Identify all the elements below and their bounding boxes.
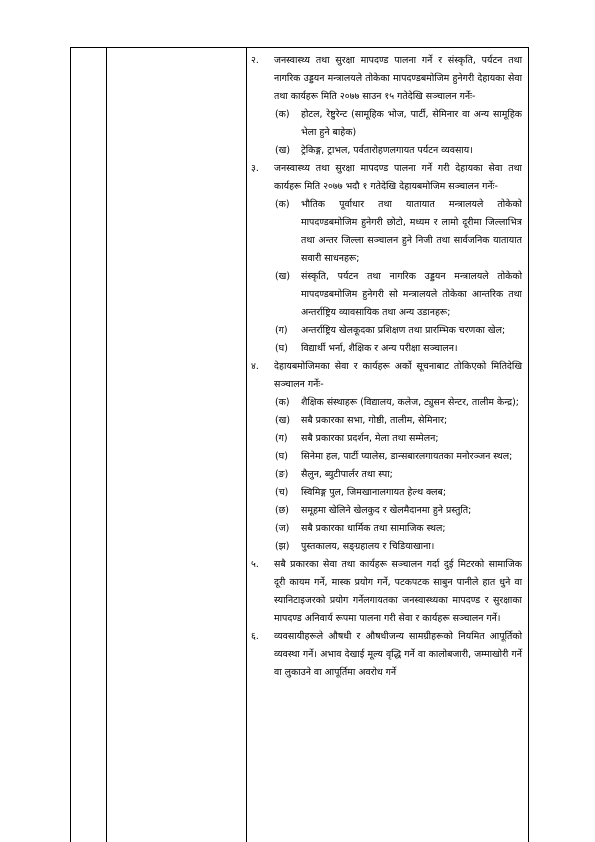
sub-item-text: सिनेमा हल, पार्टी प्यालेस, डान्सबारलगायतका मनोरञ्जन स्थल; (301, 451, 513, 462)
sub-item (251, 142, 522, 160)
item-text: सबै प्रकारका सेवा तथा कार्यहरू सञ्चालन गर्दा दुई मिटरको सामाजिक दूरी कायम गर्ने, मास्क प्रयोग गर्ने, पटकपटक साबुन पानीले हात धुने वा स्यानिटाइजरको प्रयोग गर्नेलगायतका जनस्वास्थ्यका मापदण्ड र सुरक्षाका मापदण्ड अनिवार्य रूपमा पालना गरी सेवा र कार्यहरू सञ्चालन गर्ने। (274, 559, 522, 624)
sub-item-text: ट्रेकिङ्ग, ट्राभल, पर्वतारोहणलगायत पर्यटन व्यवसाय। (301, 145, 473, 156)
sub-item-label: (घ) (275, 451, 288, 462)
sub-item-text: सैलुन, ब्युटीपार्लर तथा स्पा; (301, 469, 393, 480)
table-border-right (528, 47, 529, 842)
sub-item-label: (ग) (275, 325, 288, 336)
table-column-divider-2 (246, 47, 247, 842)
sub-item-label: (क) (275, 109, 290, 120)
sub-item-label: (च) (275, 487, 289, 498)
sub-item (251, 268, 522, 322)
sub-item (251, 502, 522, 520)
sub-item (251, 538, 522, 556)
table-column-divider-1 (106, 47, 107, 842)
list-item (251, 358, 522, 394)
sub-item-text: होटल, रेष्टुरेन्ट (सामूहिक भोज, पार्टी, सेमिनार वा अन्य सामूहिक भेला हुने बाहेक) (301, 109, 522, 138)
sub-item-text: सबै प्रकारका सभा, गोष्ठी, तालीम, सेमिनार; (301, 415, 448, 426)
sub-item (251, 430, 522, 448)
item-number: २. (251, 55, 259, 66)
sub-item (251, 466, 522, 484)
table-border-top (70, 47, 529, 48)
sub-item (251, 484, 522, 502)
sub-item-label: (ग) (275, 433, 288, 444)
list-item (251, 52, 522, 106)
document-table (70, 47, 529, 842)
item-text: देहायबमोजिमका सेवा र कार्यहरू अर्को सूचनाबाट तोकिएको मितिदेखि सञ्चालन गर्नेः- (274, 361, 522, 390)
sub-item-text: संस्कृति, पर्यटन तथा नागरिक उड्डयन मन्त्रालयले तोकेको मापदण्डबमोजिम हुनेगरी सो मन्त्रालयले तोकेका आन्तरिक तथा अन्तर्राष्ट्रिय व्यावसायिक तथा अन्य उडानहरू; (301, 271, 522, 318)
sub-item-label: (छ) (275, 505, 289, 516)
sub-item-text: विद्यार्थी भर्ना, शैक्षिक र अन्य परीक्षा सञ्चालन। (301, 343, 458, 354)
list-item (251, 628, 522, 682)
sub-item-text: अन्तर्राष्ट्रिय खेलकूदका प्रशिक्षण तथा प्रारम्भिक चरणका खेल; (301, 325, 506, 336)
sub-item-label: (क) (275, 199, 290, 210)
sub-item-text: स्विमिङ्ग पुल, जिमखानालगायत हेल्थ क्लब; (301, 487, 447, 498)
table-border-left (70, 47, 71, 842)
sub-item-label: (ज) (275, 523, 290, 534)
sub-item (251, 322, 522, 340)
sub-item-label: (ख) (275, 271, 290, 282)
sub-item (251, 412, 522, 430)
sub-item (251, 196, 522, 268)
sub-item-text: सबै प्रकारका धार्मिक तथा सामाजिक स्थल; (301, 523, 446, 534)
sub-item (251, 106, 522, 142)
sub-item (251, 394, 522, 412)
list-item (251, 556, 522, 628)
sub-item-label: (झ) (275, 541, 290, 552)
item-number: ६. (251, 631, 259, 642)
item-text: व्यवसायीहरूले औषधी र औषधीजन्य सामग्रीहरूको नियमित आपूर्तिको व्यवस्था गर्ने। अभाव देखाई मूल्य वृद्धि गर्ने वा कालोबजारी, जम्माखोरी गर्ने वा लुकाउने वा आपूर्तिमा अवरोध गर्ने (274, 631, 522, 678)
item-text: जनस्वास्थ्य तथा सुरक्षा मापदण्ड पालना गर्ने र संस्कृति, पर्यटन तथा नागरिक उड्डयन मन्त्रालयले तोकेका मापदण्डबमोजिम हुनेगरी देहायका सेवा तथा कार्यहरू मिति २०७७ साउन १५ गतेदेखि सञ्चालन गर्नेः- (274, 55, 522, 102)
list-item (251, 160, 522, 196)
sub-item (251, 340, 522, 358)
table-cell-content (251, 52, 522, 682)
sub-item-label: (घ) (275, 343, 288, 354)
sub-item-text: शैक्षिक संस्थाहरू (विद्यालय, कलेज, ट्युसन सेन्टर, तालीम केन्द्र); (301, 397, 519, 408)
item-number: ३. (251, 163, 259, 174)
sub-item (251, 520, 522, 538)
sub-item-label: (ख) (275, 145, 290, 156)
sub-item-label: (ख) (275, 415, 290, 426)
sub-item-label: (क) (275, 397, 290, 408)
sub-item (251, 448, 522, 466)
item-text: जनस्वास्थ्य तथा सुरक्षा मापदण्ड पालना गर्ने गरी देहायका सेवा तथा कार्यहरू मिति २०७७ भदौ १ गतेदेखि देहायबमोजिम सञ्चालन गर्नेः- (274, 163, 522, 192)
item-number: ४. (251, 361, 259, 372)
sub-item-label: (ङ) (275, 469, 289, 480)
sub-item-text: भौतिक पूर्वाधार तथा यातायात मन्त्रालयले तोकेको मापदण्डबमोजिम हुनेगरी छोटो, मध्यम र लामो दूरीमा जिल्लाभित्र तथा अन्तर जिल्ला सञ्चालन हुने निजी तथा सार्वजनिक यातायात सवारी साधनहरू; (301, 199, 522, 264)
sub-item-text: समूहमा खेलिने खेलकुद र खेलमैदानमा हुने प्रस्तुति; (301, 505, 472, 516)
sub-item-text: पुस्तकालय, सङ्ग्रहालय र चिडियाखाना। (301, 541, 435, 552)
sub-item-text: सबै प्रकारका प्रदर्शन, मेला तथा सम्मेलन; (301, 433, 439, 444)
item-number: ५. (251, 559, 259, 570)
